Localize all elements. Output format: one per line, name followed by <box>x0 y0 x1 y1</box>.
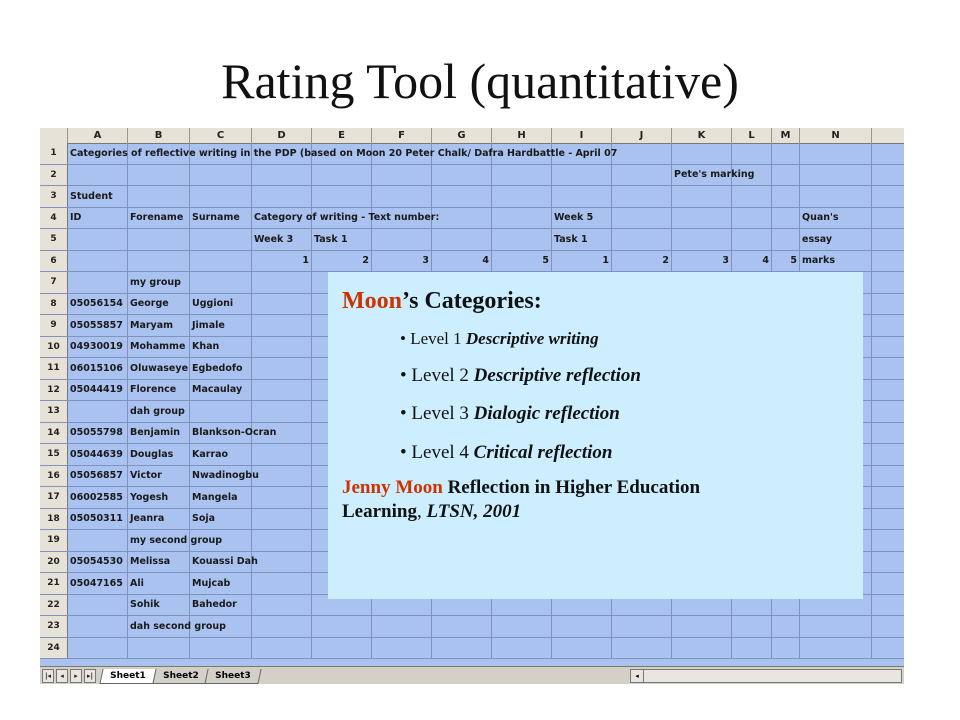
row-header[interactable]: 24 <box>40 638 68 659</box>
sheet-cell[interactable] <box>190 165 252 186</box>
sheet-cell[interactable]: Task 1 <box>552 229 612 250</box>
row-header[interactable]: 22 <box>40 595 68 616</box>
sheet-cell[interactable] <box>732 229 772 250</box>
row-header[interactable]: 3 <box>40 186 68 207</box>
sheet-cell[interactable]: ID <box>68 208 128 229</box>
row-header[interactable]: 23 <box>40 616 68 637</box>
sheet-cell[interactable]: Week 3 <box>252 229 312 250</box>
column-header[interactable]: H <box>492 128 552 143</box>
sheet-cell[interactable] <box>252 638 312 659</box>
sheet-cell[interactable]: Macaulay <box>190 380 252 401</box>
level-name: Critical reflection <box>473 442 613 464</box>
row-header[interactable]: 18 <box>40 509 68 530</box>
sheet-cell[interactable]: 4 <box>432 251 492 272</box>
row-header[interactable]: 9 <box>40 315 68 336</box>
sheet-cell[interactable]: 05056857 <box>68 466 128 487</box>
sheet-cell[interactable] <box>252 294 312 315</box>
sheet-cell[interactable] <box>552 616 612 637</box>
sheet-cell[interactable] <box>190 638 252 659</box>
sheet-cell[interactable] <box>432 229 492 250</box>
level-prefix: Level 1 <box>410 329 466 348</box>
sheet-row <box>40 165 904 187</box>
sheet-cell[interactable] <box>252 444 312 465</box>
reference <box>342 476 849 525</box>
sheet-cell[interactable]: Uggioni <box>190 294 252 315</box>
sheet-cell[interactable]: Kouassi Dah <box>190 552 252 573</box>
sheet-cell[interactable] <box>612 186 672 207</box>
sheet-cell[interactable]: Victor <box>128 466 190 487</box>
sheet-cell[interactable] <box>612 143 672 164</box>
ref-title-1: Reflection in Higher Education <box>442 477 701 499</box>
sheet-tab-label: Sheet2 <box>162 670 199 681</box>
sheet-cell[interactable]: Task 1 <box>312 229 372 250</box>
sheet-cell[interactable] <box>252 509 312 530</box>
sheet-row <box>40 251 904 273</box>
sheet-cell[interactable]: Soja <box>190 509 252 530</box>
sheet-cell[interactable] <box>612 638 672 659</box>
sheet-cell[interactable]: 3 <box>672 251 732 272</box>
sheet-cell[interactable]: Week 5 <box>552 208 612 229</box>
sheet-tabs <box>102 669 260 684</box>
sheet-cell[interactable] <box>672 638 732 659</box>
sheet-cell[interactable] <box>252 530 312 551</box>
sheet-cell[interactable] <box>68 595 128 616</box>
sheet-cell[interactable] <box>190 272 252 293</box>
row-header[interactable]: 19 <box>40 530 68 551</box>
sheet-cell[interactable]: 4 <box>732 251 772 272</box>
sheet-cell[interactable] <box>732 186 772 207</box>
sheet-cell[interactable]: Melissa <box>128 552 190 573</box>
sheet-cell[interactable] <box>372 638 432 659</box>
sheet-cell[interactable]: Pete's marking <box>672 165 732 186</box>
level-name: Dialogic reflection <box>473 403 620 425</box>
sheet-cell[interactable] <box>552 186 612 207</box>
sheet-cell[interactable]: Quan's <box>800 208 872 229</box>
sheet-cell[interactable] <box>432 616 492 637</box>
sheet-cell[interactable] <box>68 251 128 272</box>
level-item: • Level 3 Dialogic reflection <box>400 403 620 425</box>
sheet-cell[interactable] <box>68 401 128 422</box>
row-header[interactable]: 12 <box>40 380 68 401</box>
sheet-cell[interactable]: Jimale <box>190 315 252 336</box>
level-prefix: Level 4 <box>411 442 474 464</box>
sheet-cell[interactable]: Ali <box>128 573 190 594</box>
sheet-cell[interactable]: Student <box>68 186 128 207</box>
sheet-cell[interactable]: essay <box>800 229 872 250</box>
sheet-cell[interactable]: Mujcab <box>190 573 252 594</box>
sheet-cell[interactable] <box>312 186 372 207</box>
row-header[interactable]: 5 <box>40 229 68 250</box>
level-item: • Level 2 Descriptive reflection <box>400 364 641 386</box>
sheet-cell[interactable] <box>772 616 800 637</box>
sheet-cell[interactable] <box>252 165 312 186</box>
sheet-cell[interactable] <box>492 208 552 229</box>
column-header[interactable]: A <box>68 128 128 143</box>
row-header[interactable]: 11 <box>40 358 68 379</box>
ref-title-2: Learning <box>342 501 417 523</box>
sheet-cell[interactable] <box>672 229 732 250</box>
sheet-cell[interactable] <box>432 186 492 207</box>
level-item: • Level 4 Critical reflection <box>400 442 613 464</box>
level-prefix: Level 3 <box>411 403 474 425</box>
row-header[interactable]: 10 <box>40 337 68 358</box>
sheet-cell[interactable] <box>800 143 872 164</box>
sheet-cell[interactable] <box>672 143 732 164</box>
column-header[interactable]: I <box>552 128 612 143</box>
column-header[interactable]: J <box>612 128 672 143</box>
horizontal-scrollbar[interactable] <box>630 669 902 683</box>
prev-sheet-button[interactable]: ◂ <box>56 669 68 683</box>
row-header[interactable]: 20 <box>40 552 68 573</box>
sheet-cell[interactable]: Egbedofo <box>190 358 252 379</box>
sheet-cell[interactable] <box>252 552 312 573</box>
level-item: • Level 1 Descriptive writing <box>400 329 599 348</box>
sheet-cell[interactable] <box>190 186 252 207</box>
sheet-cell[interactable] <box>252 272 312 293</box>
sheet-cell[interactable] <box>252 401 312 422</box>
sheet-cell[interactable] <box>612 616 672 637</box>
sheet-cell[interactable] <box>432 638 492 659</box>
sheet-cell[interactable] <box>372 229 432 250</box>
sheet-cell[interactable] <box>492 186 552 207</box>
sheet-cell[interactable]: 05055857 <box>68 315 128 336</box>
sheet-cell[interactable]: Blankson-Ocran <box>190 423 252 444</box>
sheet-cell[interactable]: Nwadinogbu <box>190 466 252 487</box>
sheet-cell[interactable] <box>732 616 772 637</box>
sheet-tab[interactable] <box>152 669 209 684</box>
sheet-cell[interactable]: Maryam <box>128 315 190 336</box>
first-sheet-button[interactable]: |◂ <box>42 669 54 683</box>
sheet-tab-label: Sheet1 <box>110 670 146 681</box>
row-header[interactable]: 16 <box>40 466 68 487</box>
sheet-cell[interactable]: Mohamme <box>128 337 190 358</box>
sheet-cell[interactable] <box>252 466 312 487</box>
sheet-cell[interactable] <box>190 251 252 272</box>
sheet-cell[interactable] <box>772 229 800 250</box>
level-prefix: Level 2 <box>411 364 474 386</box>
sheet-cell[interactable] <box>68 229 128 250</box>
sheet-cell[interactable] <box>672 186 732 207</box>
sheet-cell[interactable] <box>190 401 252 422</box>
column-header[interactable]: C <box>190 128 252 143</box>
sheet-cell[interactable] <box>68 638 128 659</box>
level-list <box>400 329 849 464</box>
sheet-cell[interactable] <box>772 186 800 207</box>
row-header[interactable]: 8 <box>40 294 68 315</box>
sheet-cell[interactable] <box>128 186 190 207</box>
sheet-tab-bar <box>40 666 904 684</box>
sheet-cell[interactable] <box>492 616 552 637</box>
sheet-row <box>40 208 904 230</box>
level-name: Descriptive reflection <box>473 364 641 386</box>
sheet-cell[interactable]: Oluwaseye <box>128 358 190 379</box>
sheet-cell[interactable] <box>252 616 312 637</box>
row-header[interactable]: 15 <box>40 444 68 465</box>
sheet-cell[interactable] <box>800 186 872 207</box>
sheet-cell[interactable]: 05054530 <box>68 552 128 573</box>
sheet-cell[interactable] <box>732 208 772 229</box>
sheet-cell[interactable] <box>612 208 672 229</box>
sheet-cell[interactable] <box>672 208 732 229</box>
row-header[interactable]: 7 <box>40 272 68 293</box>
next-sheet-button[interactable]: ▸ <box>70 669 82 683</box>
sheet-row <box>40 143 904 165</box>
sheet-cell[interactable]: 1 <box>252 251 312 272</box>
last-sheet-button[interactable]: ▸| <box>84 669 96 683</box>
sheet-cell[interactable] <box>800 165 872 186</box>
sheet-cell[interactable] <box>492 638 552 659</box>
sheet-cell[interactable] <box>68 530 128 551</box>
sheet-cell[interactable] <box>800 638 872 659</box>
sheet-cell[interactable]: 05056154 <box>68 294 128 315</box>
scroll-left-icon[interactable]: ◂ <box>631 670 644 682</box>
column-header[interactable]: F <box>372 128 432 143</box>
sheet-cell[interactable]: 04930019 <box>68 337 128 358</box>
sheet-cell[interactable] <box>432 165 492 186</box>
sheet-cell[interactable]: Surname <box>190 208 252 229</box>
sheet-cell[interactable] <box>772 208 800 229</box>
heading-moon: Moon <box>342 288 402 314</box>
sheet-cell[interactable] <box>68 272 128 293</box>
sheet-cell[interactable] <box>252 380 312 401</box>
sheet-cell[interactable]: Douglas <box>128 444 190 465</box>
sheet-cell[interactable]: Benjamin <box>128 423 190 444</box>
sheet-cell[interactable] <box>552 638 612 659</box>
sheet-cell[interactable] <box>252 315 312 336</box>
sheet-cell[interactable]: 5 <box>772 251 800 272</box>
column-header[interactable]: G <box>432 128 492 143</box>
sheet-cell[interactable]: 2 <box>312 251 372 272</box>
categories-heading <box>342 288 849 315</box>
sheet-cell[interactable]: Sohik <box>128 595 190 616</box>
slide-title: Rating Tool (quantitative) <box>221 53 739 109</box>
sheet-cell[interactable] <box>772 638 800 659</box>
ref-comma: , <box>416 501 427 523</box>
column-header[interactable]: D <box>252 128 312 143</box>
column-header[interactable]: E <box>312 128 372 143</box>
sheet-cell[interactable]: marks <box>800 251 872 272</box>
column-header[interactable]: M <box>772 128 800 143</box>
sheet-cell[interactable] <box>252 358 312 379</box>
row-header[interactable]: 1 <box>40 143 68 164</box>
sheet-cell[interactable] <box>128 165 190 186</box>
sheet-cell[interactable]: Yogesh <box>128 487 190 508</box>
ref-publisher: LTSN, 2001 <box>426 501 522 523</box>
sheet-cell[interactable]: 06015106 <box>68 358 128 379</box>
level-name: Descriptive writing <box>465 329 599 348</box>
sheet-cell[interactable]: my second group <box>128 530 190 551</box>
sheet-cell[interactable]: Categories of reflective writing in the PDP (based on Moon 20 Peter Chalk/ Dafra Hardbattle - April 07 <box>68 143 128 164</box>
sheet-cell[interactable] <box>800 616 872 637</box>
corner-cell[interactable] <box>40 128 68 143</box>
sheet-cell[interactable]: Karrao <box>190 444 252 465</box>
sheet-cell[interactable]: Florence <box>128 380 190 401</box>
sheet-cell[interactable] <box>312 165 372 186</box>
column-header[interactable]: L <box>732 128 772 143</box>
sheet-cell[interactable] <box>252 487 312 508</box>
row-header[interactable]: 17 <box>40 487 68 508</box>
row-header[interactable]: 4 <box>40 208 68 229</box>
sheet-cell[interactable] <box>552 165 612 186</box>
row-header[interactable]: 2 <box>40 165 68 186</box>
sheet-cell[interactable] <box>372 186 432 207</box>
moons-categories-box <box>328 272 863 599</box>
sheet-tab[interactable] <box>205 669 262 684</box>
sheet-cell[interactable] <box>312 638 372 659</box>
sheet-cell[interactable]: dah second group <box>128 616 190 637</box>
sheet-cell[interactable] <box>772 165 800 186</box>
sheet-cell[interactable] <box>128 638 190 659</box>
sheet-cell[interactable] <box>492 229 552 250</box>
sheet-cell[interactable] <box>312 616 372 637</box>
heading-rest: ’s Categories: <box>402 288 542 314</box>
sheet-cell[interactable]: dah group <box>128 401 190 422</box>
sheet-cell[interactable] <box>372 616 432 637</box>
sheet-cell[interactable] <box>128 251 190 272</box>
sheet-cell[interactable] <box>252 186 312 207</box>
sheet-row <box>40 638 904 660</box>
sheet-cell[interactable] <box>68 616 128 637</box>
sheet-cell[interactable]: Mangela <box>190 487 252 508</box>
row-header[interactable]: 21 <box>40 573 68 594</box>
sheet-cell[interactable]: 05044419 <box>68 380 128 401</box>
sheet-cell[interactable] <box>372 165 432 186</box>
sheet-cell[interactable]: Forename <box>128 208 190 229</box>
sheet-cell[interactable] <box>612 165 672 186</box>
sheet-cell[interactable] <box>492 165 552 186</box>
sheet-cell[interactable]: Khan <box>190 337 252 358</box>
sheet-cell[interactable]: 5 <box>492 251 552 272</box>
sheet-cell[interactable]: Bahedor <box>190 595 252 616</box>
sheet-cell[interactable]: George <box>128 294 190 315</box>
sheet-cell[interactable]: 3 <box>372 251 432 272</box>
column-header[interactable]: K <box>672 128 732 143</box>
sheet-cell[interactable]: 05050311 <box>68 509 128 530</box>
sheet-cell[interactable] <box>732 143 772 164</box>
ref-author: Jenny Moon <box>342 477 443 499</box>
sheet-row <box>40 229 904 251</box>
sheet-cell[interactable]: 05047165 <box>68 573 128 594</box>
sheet-cell[interactable] <box>732 638 772 659</box>
sheet-cell[interactable] <box>432 208 492 229</box>
sheet-cell[interactable]: 05044639 <box>68 444 128 465</box>
sheet-cell[interactable] <box>128 229 190 250</box>
sheet-cell[interactable] <box>612 229 672 250</box>
sheet-cell[interactable]: 06002585 <box>68 487 128 508</box>
sheet-cell[interactable] <box>252 337 312 358</box>
sheet-cell[interactable]: 2 <box>612 251 672 272</box>
column-header-row <box>40 128 904 144</box>
row-header[interactable]: 14 <box>40 423 68 444</box>
sheet-cell[interactable] <box>672 616 732 637</box>
sheet-tab[interactable] <box>99 669 156 684</box>
sheet-tab-label: Sheet3 <box>215 670 252 681</box>
column-header[interactable]: N <box>800 128 872 143</box>
column-header[interactable]: B <box>128 128 190 143</box>
row-header[interactable]: 6 <box>40 251 68 272</box>
sheet-cell[interactable]: Jeanra <box>128 509 190 530</box>
sheet-cell[interactable] <box>252 573 312 594</box>
sheet-cell[interactable]: 05055798 <box>68 423 128 444</box>
sheet-row <box>40 186 904 208</box>
sheet-cell[interactable]: 1 <box>552 251 612 272</box>
sheet-cell[interactable] <box>772 143 800 164</box>
sheet-cell[interactable] <box>190 229 252 250</box>
sheet-row <box>40 616 904 638</box>
sheet-cell[interactable]: my group <box>128 272 190 293</box>
sheet-cell[interactable]: Category of writing - Text number: <box>252 208 312 229</box>
row-header[interactable]: 13 <box>40 401 68 422</box>
sheet-cell[interactable] <box>68 165 128 186</box>
sheet-cell[interactable] <box>252 595 312 616</box>
